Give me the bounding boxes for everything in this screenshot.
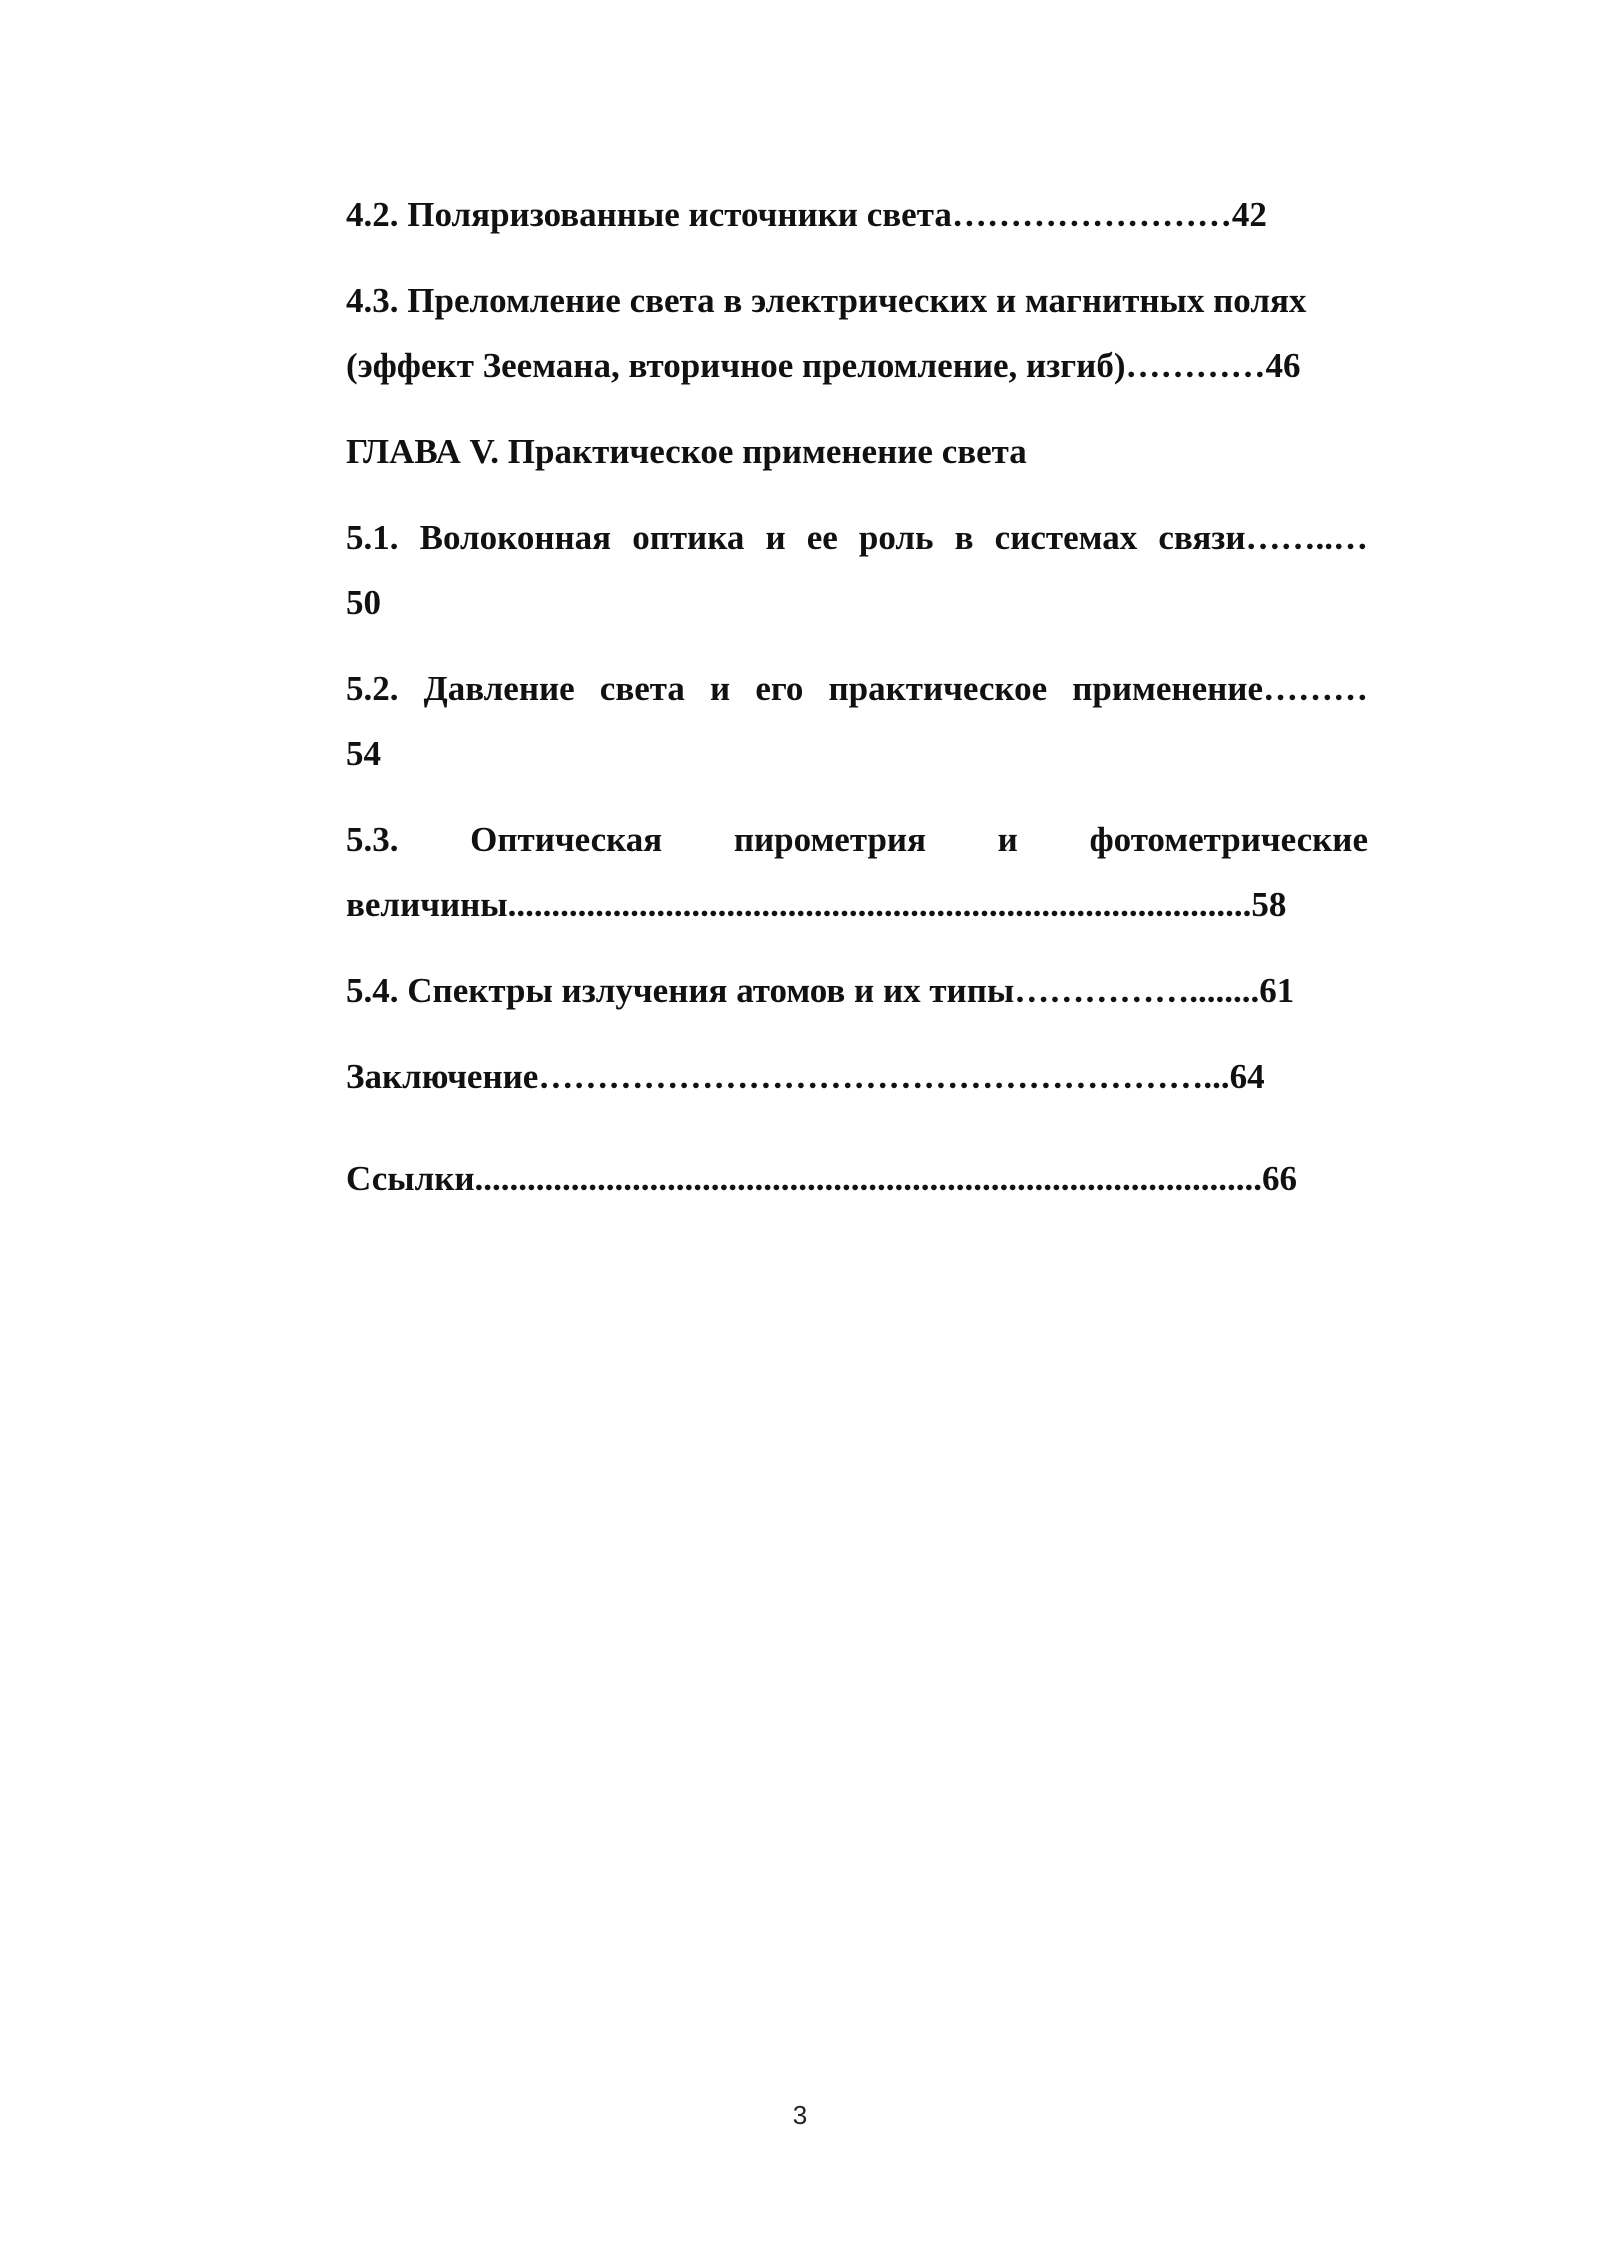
toc-entry-5-3-line-2: величины.....................................................................................58: [346, 885, 1287, 924]
toc-entry-5-2-page: 54: [346, 734, 381, 773]
toc-entry-references: Ссылки..........................................................................................66: [346, 1159, 1298, 1198]
toc-entry-5-1-page: 50: [346, 583, 381, 622]
toc-entry-5-4: 5.4. Спектры излучения атомов и их типы……………........61: [346, 971, 1295, 1010]
toc-entry-conclusion: Заключение…………………………………………………...64: [346, 1057, 1265, 1096]
toc-entry-5-2-line-1: 5.2. Давление света и его практическое применение………: [346, 669, 1368, 708]
toc-entry-4-2: 4.2. Поляризованные источники света……………………42: [346, 195, 1267, 234]
page-number: 3: [792, 2100, 808, 2130]
toc-entry-5-1-line-1: 5.1. Волоконная оптика и ее роль в системах связи……..…: [346, 518, 1368, 557]
toc-entry-5-3-line-1: 5.3. Оптическая пирометрия и фотометрические: [346, 820, 1368, 859]
toc-entry-4-3-line-1: 4.3. Преломление света в электрических и магнитных полях: [346, 281, 1307, 320]
toc-entry-4-3-line-2: (эффект Зеемана, вторичное преломление, изгиб)…………46: [346, 346, 1301, 385]
toc-chapter-5-heading: ГЛАВА V. Практическое применение света: [346, 432, 1027, 471]
